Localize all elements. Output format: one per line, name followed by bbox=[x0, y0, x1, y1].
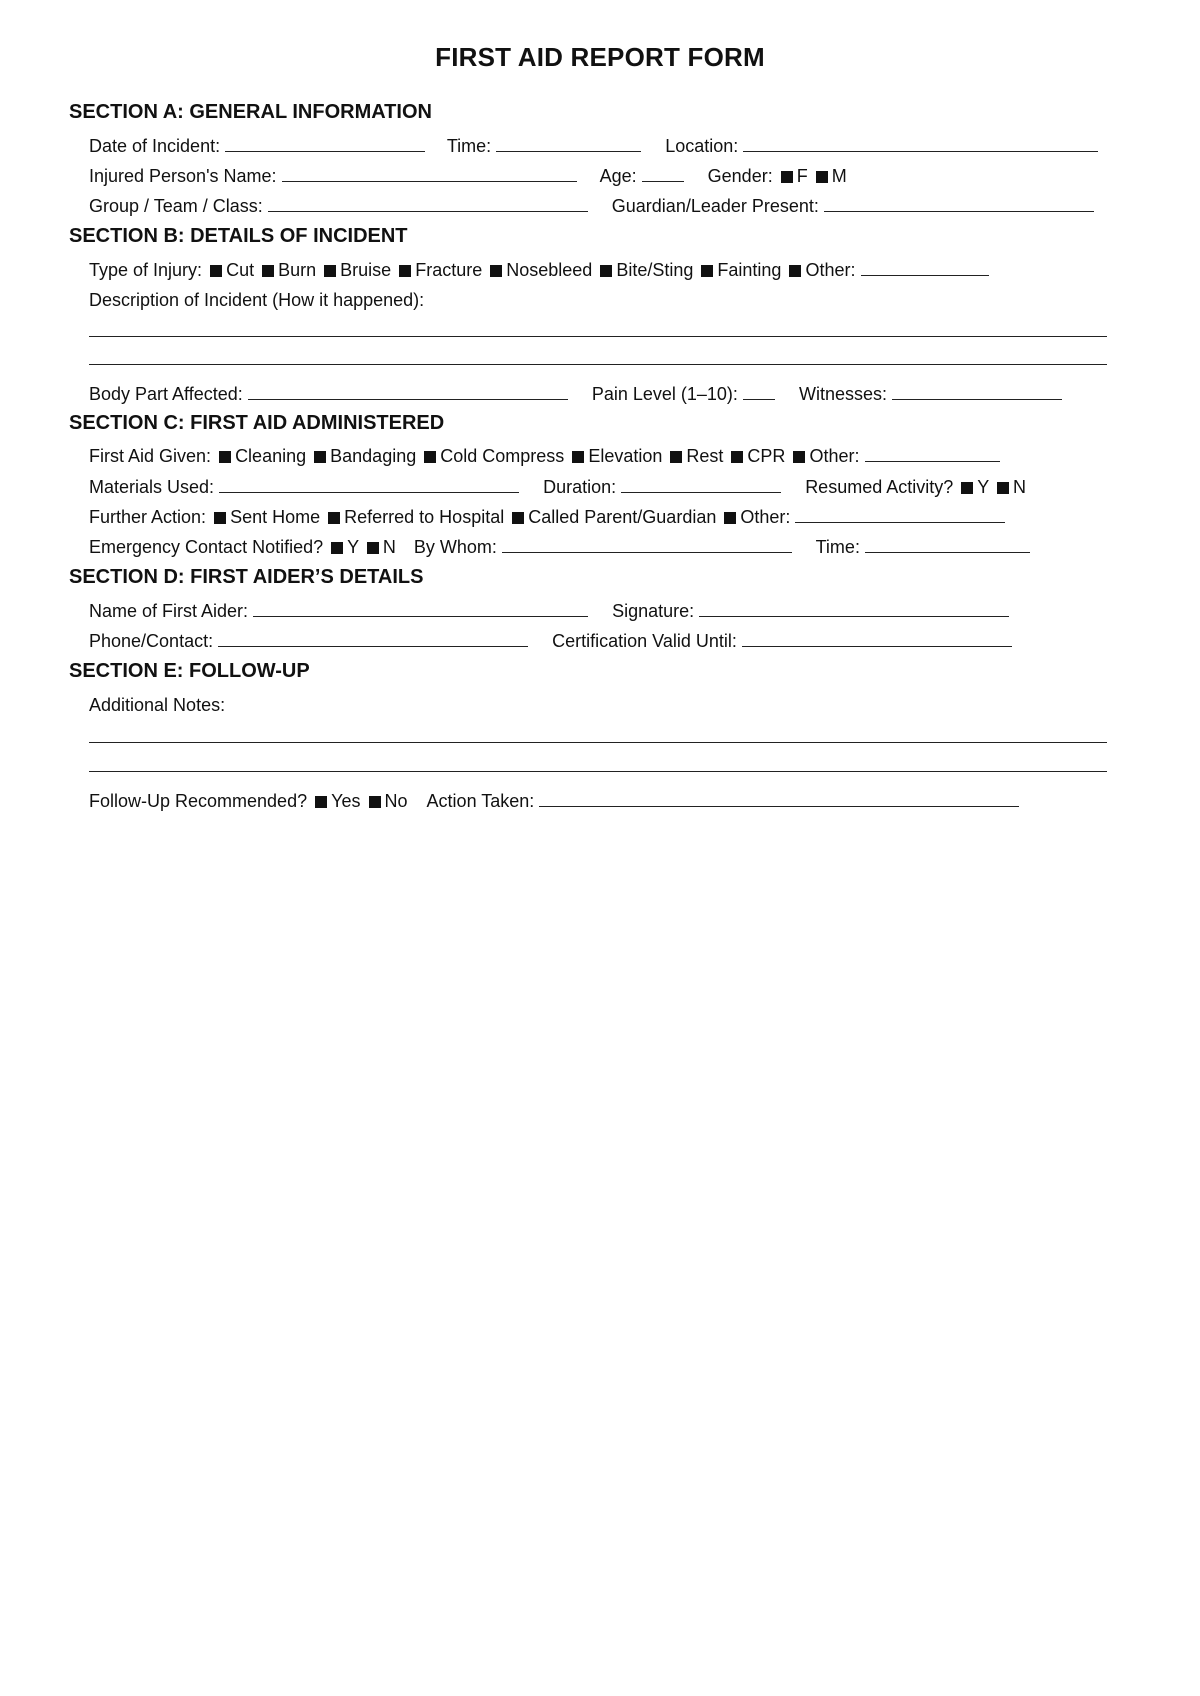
aid-cold-compress-checkbox[interactable] bbox=[424, 451, 436, 463]
called-parent-label: Called Parent/Guardian bbox=[528, 507, 717, 527]
guardian-label: Guardian/Leader Present: bbox=[611, 196, 819, 216]
injury-nosebleed-checkbox[interactable] bbox=[490, 265, 502, 277]
notes-line-1[interactable] bbox=[89, 742, 1107, 743]
emergency-yes-checkbox[interactable] bbox=[331, 542, 343, 554]
section-c-heading: SECTION C: FIRST AID ADMINISTERED bbox=[69, 412, 445, 434]
aid-bandaging-label: Bandaging bbox=[330, 446, 417, 466]
section-a-row-3 bbox=[89, 195, 1094, 217]
age-label: Age: bbox=[599, 166, 637, 186]
signature-label: Signature: bbox=[612, 601, 695, 621]
resumed-activity-label: Resumed Activity? bbox=[805, 477, 954, 497]
section-a-heading: SECTION A: GENERAL INFORMATION bbox=[69, 101, 432, 123]
follow-up-label: Follow-Up Recommended? bbox=[89, 791, 308, 811]
aid-cleaning-checkbox[interactable] bbox=[219, 451, 231, 463]
first-aider-row bbox=[89, 600, 1009, 622]
further-other-label: Other: bbox=[740, 507, 791, 527]
follow-up-yes-label: Yes bbox=[331, 791, 361, 811]
description-line-2[interactable] bbox=[89, 364, 1107, 365]
first-aider-name-label: Name of First Aider: bbox=[89, 601, 249, 621]
aid-other-field[interactable] bbox=[865, 446, 1000, 462]
aid-cpr-label: CPR bbox=[747, 446, 786, 466]
body-part-field[interactable] bbox=[248, 384, 568, 400]
follow-up-row bbox=[89, 790, 1019, 812]
age-field[interactable] bbox=[642, 166, 684, 182]
aid-elevation-label: Elevation bbox=[588, 446, 663, 466]
signature-field[interactable] bbox=[699, 601, 1009, 617]
pain-level-field[interactable] bbox=[743, 384, 775, 400]
aid-elevation-checkbox[interactable] bbox=[572, 451, 584, 463]
injury-type-label: Type of Injury: bbox=[89, 260, 203, 280]
sent-home-checkbox[interactable] bbox=[214, 512, 226, 524]
resumed-no-label: N bbox=[1012, 477, 1026, 497]
certification-label: Certification Valid Until: bbox=[552, 631, 737, 651]
injury-other-field[interactable] bbox=[861, 260, 989, 276]
section-e-heading: SECTION E: FOLLOW-UP bbox=[69, 660, 310, 682]
notified-time-field[interactable] bbox=[865, 537, 1030, 553]
aid-cold-compress-label: Cold Compress bbox=[440, 446, 565, 466]
injury-nosebleed-label: Nosebleed bbox=[506, 260, 593, 280]
gender-m-checkbox[interactable] bbox=[816, 171, 828, 183]
duration-label: Duration: bbox=[543, 477, 617, 497]
further-other-field[interactable] bbox=[795, 507, 1005, 523]
certification-field[interactable] bbox=[742, 631, 1012, 647]
further-action-label: Further Action: bbox=[89, 507, 207, 527]
aid-cpr-checkbox[interactable] bbox=[731, 451, 743, 463]
time-label: Time: bbox=[446, 136, 492, 156]
section-a-row-1 bbox=[89, 135, 1098, 157]
injury-other-label: Other: bbox=[805, 260, 856, 280]
injured-name-label: Injured Person's Name: bbox=[89, 166, 277, 186]
emergency-contact-label: Emergency Contact Notified? bbox=[89, 537, 324, 557]
aid-cleaning-label: Cleaning bbox=[235, 446, 307, 466]
aid-bandaging-checkbox[interactable] bbox=[314, 451, 326, 463]
description-label: Description of Incident (How it happened): bbox=[89, 290, 425, 310]
injury-fainting-label: Fainting bbox=[717, 260, 782, 280]
injury-bruise-checkbox[interactable] bbox=[324, 265, 336, 277]
witnesses-field[interactable] bbox=[892, 384, 1062, 400]
injury-cut-label: Cut bbox=[226, 260, 255, 280]
time-field[interactable] bbox=[496, 136, 641, 152]
injury-fracture-label: Fracture bbox=[415, 260, 483, 280]
injury-burn-checkbox[interactable] bbox=[262, 265, 274, 277]
guardian-field[interactable] bbox=[824, 196, 1094, 212]
injury-other-checkbox[interactable] bbox=[789, 265, 801, 277]
action-taken-label: Action Taken: bbox=[426, 791, 535, 811]
date-field[interactable] bbox=[225, 136, 425, 152]
injured-name-field[interactable] bbox=[282, 166, 577, 182]
additional-notes-label: Additional Notes: bbox=[89, 695, 226, 715]
further-action-row bbox=[89, 506, 1005, 528]
witnesses-label: Witnesses: bbox=[798, 384, 887, 404]
emergency-contact-row bbox=[89, 536, 1030, 558]
first-aid-given-label: First Aid Given: bbox=[89, 446, 212, 466]
injury-bite-sting-label: Bite/Sting bbox=[616, 260, 694, 280]
follow-up-yes-checkbox[interactable] bbox=[315, 796, 327, 808]
section-d-heading: SECTION D: FIRST AIDER’S DETAILS bbox=[69, 566, 424, 588]
sent-home-label: Sent Home bbox=[230, 507, 321, 527]
materials-label: Materials Used: bbox=[89, 477, 215, 497]
aid-rest-label: Rest bbox=[686, 446, 724, 466]
page-title: FIRST AID REPORT FORM bbox=[435, 42, 765, 72]
location-label: Location: bbox=[665, 136, 739, 156]
gender-f-label: F bbox=[796, 166, 808, 186]
description-line-1[interactable] bbox=[89, 336, 1107, 337]
called-parent-checkbox[interactable] bbox=[512, 512, 524, 524]
emergency-yes-label: Y bbox=[347, 537, 359, 557]
by-whom-field[interactable] bbox=[502, 537, 792, 553]
contact-row bbox=[89, 630, 1012, 652]
emergency-no-label: N bbox=[382, 537, 396, 557]
follow-up-no-label: No bbox=[384, 791, 408, 811]
resumed-no-checkbox[interactable] bbox=[997, 482, 1009, 494]
emergency-no-checkbox[interactable] bbox=[367, 542, 379, 554]
pain-level-label: Pain Level (1–10): bbox=[591, 384, 738, 404]
gender-label: Gender: bbox=[707, 166, 773, 186]
phone-field[interactable] bbox=[218, 631, 528, 647]
gender-f-checkbox[interactable] bbox=[781, 171, 793, 183]
injury-type-row bbox=[89, 259, 989, 281]
injury-bite-sting-checkbox[interactable] bbox=[600, 265, 612, 277]
notes-line-2[interactable] bbox=[89, 771, 1107, 772]
referred-hospital-checkbox[interactable] bbox=[328, 512, 340, 524]
phone-label: Phone/Contact: bbox=[89, 631, 214, 651]
gender-m-label: M bbox=[831, 166, 847, 186]
injury-cut-checkbox[interactable] bbox=[210, 265, 222, 277]
injury-bruise-label: Bruise bbox=[340, 260, 392, 280]
section-a-row-2 bbox=[89, 165, 847, 187]
by-whom-label: By Whom: bbox=[413, 537, 497, 557]
section-b-row-body bbox=[89, 383, 1062, 405]
referred-hospital-label: Referred to Hospital bbox=[344, 507, 505, 527]
body-part-label: Body Part Affected: bbox=[89, 384, 243, 404]
section-b-heading: SECTION B: DETAILS OF INCIDENT bbox=[69, 225, 408, 247]
group-field[interactable] bbox=[268, 196, 588, 212]
date-label: Date of Incident: bbox=[89, 136, 221, 156]
first-aid-given-row bbox=[89, 445, 1000, 467]
location-field[interactable] bbox=[743, 136, 1098, 152]
follow-up-no-checkbox[interactable] bbox=[369, 796, 381, 808]
injury-fracture-checkbox[interactable] bbox=[399, 265, 411, 277]
materials-row bbox=[89, 476, 1026, 498]
further-other-checkbox[interactable] bbox=[724, 512, 736, 524]
resumed-yes-label: Y bbox=[977, 477, 989, 497]
aid-other-checkbox[interactable] bbox=[793, 451, 805, 463]
duration-field[interactable] bbox=[621, 477, 781, 493]
aid-other-label: Other: bbox=[809, 446, 860, 466]
aid-rest-checkbox[interactable] bbox=[670, 451, 682, 463]
notified-time-label: Time: bbox=[815, 537, 860, 557]
resumed-yes-checkbox[interactable] bbox=[961, 482, 973, 494]
injury-fainting-checkbox[interactable] bbox=[701, 265, 713, 277]
materials-field[interactable] bbox=[219, 477, 519, 493]
group-label: Group / Team / Class: bbox=[89, 196, 263, 216]
injury-burn-label: Burn bbox=[278, 260, 317, 280]
first-aider-name-field[interactable] bbox=[253, 601, 588, 617]
action-taken-field[interactable] bbox=[539, 791, 1019, 807]
